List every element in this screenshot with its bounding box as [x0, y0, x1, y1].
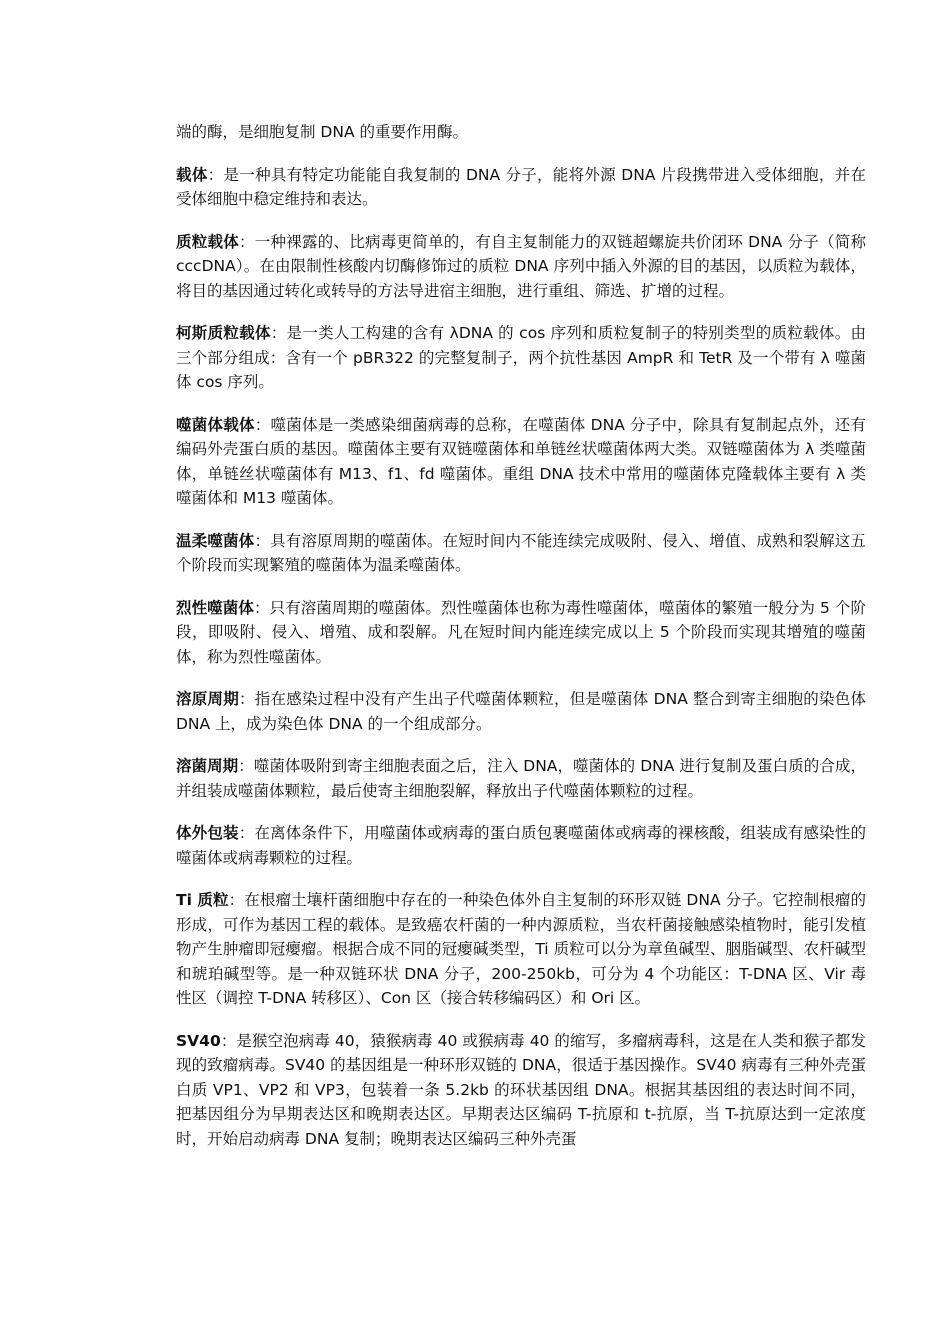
- definition-in-vitro-packaging: [176, 821, 866, 870]
- term-separator: ：: [207, 165, 224, 184]
- term-separator: ：: [254, 415, 271, 434]
- definition-text: 是猴空泡病毒 40，猿猴病毒 40 或猴病毒 40 的缩写，多瘤病毒科，这是在人类和猴子都发现的致瘤病毒。SV40 的基因组是一种环形双链的 DNA，很适于基因操作。SV40 病毒有三种外壳蛋白质 VP1、VP2 和 VP3，包装着一条 5.2kb 的环状基因组 DNA。根据其基因组的表达时间不同，把基因组分为早期表达区和晚期表达区。早期表达区编码 T-抗原和 t-抗原，当 T-抗原达到一定浓度时，开始启动病毒 DNA 复制；晚期表达区编码三种外壳蛋: [176, 1031, 866, 1148]
- definition-lytic-cycle: [176, 754, 866, 803]
- definition-ti-plasmid: [176, 888, 866, 1011]
- definition-virulent-phage: [176, 596, 866, 670]
- definition-text: 噬菌体是一类感染细菌病毒的总称，在噬菌体 DNA 分子中，除具有复制起点外，还有编码外壳蛋白质的基因。噬菌体主要有双链噬菌体和单链丝状噬菌体两大类。双链噬菌体为 λ 类噬菌体，单链丝状噬菌体有 M13、f1、fd 噬菌体。重组 DNA 技术中常用的噬菌体克隆载体主要有 λ 类噬菌体和 M13 噬菌体。: [176, 415, 866, 507]
- term-separator: ：: [238, 757, 254, 775]
- definition-text: 是一种具有特定功能能自我复制的 DNA 分子，能将外源 DNA 片段携带进入受体细胞，并在受体细胞中稳定维持和表达。: [176, 165, 866, 208]
- term-label: 烈性噬菌体: [176, 598, 254, 617]
- term-label: 体外包装: [176, 824, 239, 842]
- term-label: 噬菌体载体: [176, 415, 255, 434]
- definition-plasmid-vector: [176, 230, 866, 304]
- term-separator: ：: [228, 891, 245, 909]
- definition-phage-vector: [176, 413, 866, 511]
- definition-temperate-phage: [176, 529, 866, 578]
- term-label: 柯斯质粒载体: [176, 324, 271, 342]
- term-label: 质粒载体: [176, 232, 239, 251]
- term-separator: ：: [239, 232, 255, 251]
- definition-text: 噬菌体吸附到寄主细胞表面之后，注入 DNA，噬菌体的 DNA 进行复制及蛋白质的合成，并组装成噬菌体颗粒，最后使寄主细胞裂解，释放出子代噬菌体颗粒的过程。: [176, 757, 866, 800]
- definition-text: 是一类人工构建的含有 λDNA 的 cos 序列和质粒复制子的特别类型的质粒载体。由三个部分组成：含有一个 pBR322 的完整复制子，两个抗性基因 AmpR 和 TetR 及一个带有 λ 噬菌体 cos 序列。: [176, 324, 866, 391]
- term-label: 溶菌周期: [176, 757, 239, 775]
- definition-cosmid-vector: [176, 321, 866, 395]
- term-label: Ti 质粒: [176, 891, 229, 909]
- definition-sv40: [176, 1029, 866, 1152]
- term-separator: ：: [238, 824, 255, 842]
- document-page: [176, 120, 866, 1169]
- definition-text: 在离体条件下，用噬菌体或病毒的蛋白质包裹噬菌体或病毒的裸核酸，组装成有感染性的噬菌体或病毒颗粒的过程。: [176, 824, 866, 867]
- definition-text: 在根瘤土壤杆菌细胞中存在的一种染色体外自主复制的环形双链 DNA 分子。它控制根瘤的形成，可作为基因工程的载体。是致癌农杆菌的一种内源质粒，当农杆菌接触感染植物时，能引发植物产生肿瘤即冠瘿瘤。根据合成不同的冠瘿碱类型，Ti 质粒可以分为章鱼碱型、胭脂碱型、农杆碱型和琥珀碱型等。是一种双链环状 DNA 分子，200-250kb，可分为 4 个功能区：T-DNA 区、Vir 毒性区（调控 T-DNA 转移区）、Con 区（接合转移编码区）和 Ori 区。: [176, 891, 866, 1007]
- paragraph-text: 端的酶，是细胞复制 DNA 的重要作用酶。: [176, 123, 468, 141]
- definition-text: 具有溶原周期的噬菌体。在短时间内不能连续完成吸附、侵入、增值、成熟和裂解这五个阶段而实现繁殖的噬菌体为温柔噬菌体。: [176, 531, 866, 574]
- definition-text: 指在感染过程中没有产生出子代噬菌体颗粒，但是噬菌体 DNA 整合到寄主细胞的染色体 DNA 上，成为染色体 DNA 的一个组成部分。: [176, 690, 866, 733]
- definition-lysogenic-cycle: [176, 687, 866, 736]
- paragraph-continuation: [176, 120, 866, 145]
- definition-text: 只有溶菌周期的噬菌体。烈性噬菌体也称为毒性噬菌体，噬菌体的繁殖一般分为 5 个阶段，即吸附、侵入、增殖、成和裂解。凡在短时间内能连续完成以上 5 个阶段而实现其增殖的噬菌体，称为烈性噬菌体。: [176, 598, 866, 666]
- definition-vector: [176, 163, 866, 212]
- definition-text: 一种裸露的、比病毒更简单的，有自主复制能力的双链超螺旋共价闭环 DNA 分子（简称 cccDNA）。在由限制性核酸内切酶修饰过的质粒 DNA 序列中插入外源的目的基因，以质粒为载体，将目的基因通过转化或转导的方法导进宿主细胞，进行重组、筛选、扩增的过程。: [176, 232, 866, 300]
- term-separator: ：: [220, 1031, 237, 1050]
- term-separator: ：: [239, 690, 255, 708]
- term-label: 温柔噬菌体: [176, 531, 255, 550]
- term-label: 载体: [176, 165, 208, 184]
- term-label: 溶原周期: [176, 690, 239, 708]
- term-separator: ：: [254, 531, 271, 550]
- term-separator: ：: [270, 324, 287, 342]
- term-label: SV40: [176, 1031, 221, 1050]
- term-separator: ：: [253, 598, 270, 617]
